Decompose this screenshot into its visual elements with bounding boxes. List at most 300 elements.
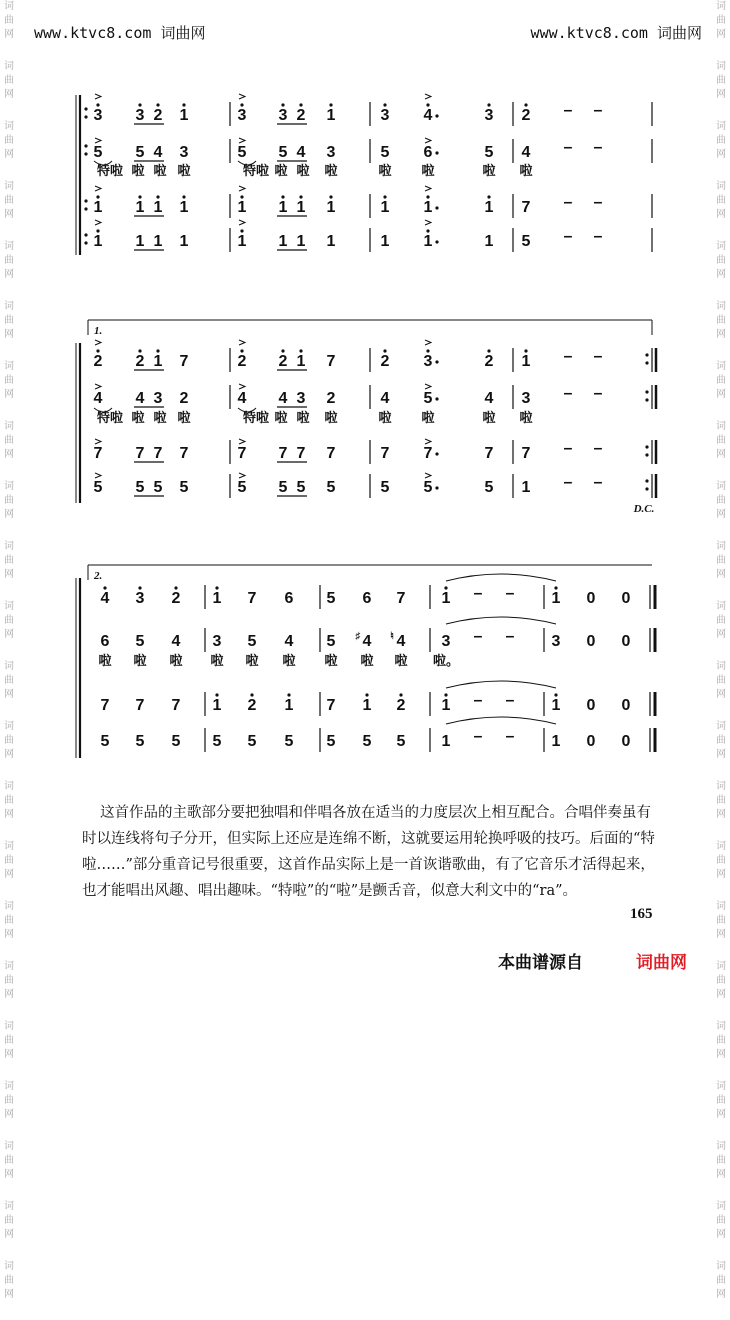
- accent-mark: [425, 439, 431, 444]
- note: 1: [296, 353, 306, 370]
- note: 4: [171, 633, 181, 650]
- note: 5: [153, 479, 163, 496]
- octave-dot: [138, 586, 141, 589]
- octave-dot: [426, 195, 429, 198]
- note: 1: [380, 199, 390, 216]
- repeat-dot: [84, 144, 87, 147]
- note: 1: [212, 590, 222, 607]
- note: 4: [153, 144, 163, 161]
- note: 5: [484, 479, 494, 496]
- octave-dot: [487, 349, 490, 352]
- note: 7: [521, 199, 531, 216]
- tie-arc: [446, 617, 556, 624]
- note: 1: [551, 733, 561, 750]
- accent-mark: [425, 94, 431, 99]
- note: 7: [135, 445, 145, 462]
- octave-dot: [138, 349, 141, 352]
- note: 1: [441, 733, 451, 750]
- sustain-dash: –: [563, 474, 573, 491]
- commentary-line: 这首作品的主歌部分要把独唱和伴唱各放在适当的力度层次上相互配合。合唱伴奏虽有: [100, 805, 651, 821]
- octave-dot: [138, 195, 141, 198]
- note: 7: [484, 445, 494, 462]
- note: 1: [237, 199, 247, 216]
- octave-dot: [365, 693, 368, 696]
- lyric: 啦: [133, 654, 147, 669]
- note: 1: [423, 233, 433, 250]
- octave-dot: [240, 229, 243, 232]
- note: 5: [326, 633, 336, 650]
- note: 3: [296, 390, 306, 407]
- accent-mark: [425, 473, 431, 478]
- note: 6: [362, 590, 372, 607]
- note: 7: [423, 445, 433, 462]
- octave-dot: [281, 103, 284, 106]
- note: 2: [153, 107, 163, 124]
- tie-arc: [446, 717, 556, 724]
- sustain-dash: –: [473, 692, 483, 709]
- repeat-dot: [645, 390, 648, 393]
- sustain-dash: –: [563, 228, 573, 245]
- note: 7: [171, 697, 181, 714]
- volta-label: 2.: [94, 570, 103, 582]
- commentary-line: 时以连线将句子分开，但实际上还应是连绵不断，这就要运用轮换呼吸的技巧。后面的“特: [82, 831, 655, 847]
- note: 5: [237, 479, 247, 496]
- augmentation-dot: [435, 151, 438, 154]
- lyric: 啦。: [432, 654, 460, 669]
- note: 3: [551, 633, 561, 650]
- sustain-dash: –: [505, 628, 515, 645]
- repeat-dot: [645, 453, 648, 456]
- note: 5: [135, 144, 145, 161]
- octave-dot: [554, 693, 557, 696]
- note: 1: [296, 233, 306, 250]
- note: 5: [179, 479, 189, 496]
- lyric: 啦: [519, 411, 533, 426]
- lyric: 啦: [324, 654, 338, 669]
- header-left-brand: 词曲网: [160, 24, 206, 42]
- note: 1: [423, 199, 433, 216]
- sustain-dash: –: [563, 139, 573, 156]
- accent-mark: [95, 94, 101, 99]
- octave-dot: [138, 103, 141, 106]
- note: 5: [247, 633, 257, 650]
- note: 7: [521, 445, 531, 462]
- lyric: 啦: [360, 654, 374, 669]
- note: 5: [171, 733, 181, 750]
- commentary-line: 啦……”部分重音记号很重要，这首作品实际上是一首诙谐歌曲，有了它音乐才活得起来，: [82, 857, 655, 873]
- octave-dot: [426, 229, 429, 232]
- accidental-mark: ♯: [355, 631, 361, 642]
- note: 1: [284, 697, 294, 714]
- lyric: 啦: [394, 654, 408, 669]
- repeat-dot: [645, 398, 648, 401]
- note: 1: [441, 590, 451, 607]
- accent-mark: [95, 384, 101, 389]
- note: 2: [237, 353, 247, 370]
- accent-mark: [425, 384, 431, 389]
- octave-dot: [554, 586, 557, 589]
- note: 0: [586, 697, 596, 714]
- accent-mark: [95, 138, 101, 143]
- lyric: 特啦: [242, 411, 270, 426]
- octave-dot: [524, 103, 527, 106]
- note: 0: [621, 733, 631, 750]
- note: 0: [586, 733, 596, 750]
- repeat-dot: [84, 207, 87, 210]
- repeat-dot: [645, 487, 648, 490]
- octave-dot: [329, 103, 332, 106]
- note: 4: [93, 390, 103, 407]
- note: 4: [296, 144, 306, 161]
- note: 1: [212, 697, 222, 714]
- lyric: 特啦: [96, 164, 124, 179]
- volta-label: 1.: [94, 325, 103, 337]
- note: 1: [135, 199, 145, 216]
- note: 1: [484, 199, 494, 216]
- sustain-dash: –: [473, 628, 483, 645]
- note: 2: [326, 390, 336, 407]
- accent-mark: [425, 186, 431, 191]
- commentary-paragraph: [82, 800, 660, 904]
- lyric: 啦: [169, 654, 183, 669]
- accent-mark: [95, 220, 101, 225]
- accent-mark: [239, 384, 245, 389]
- lyric: 啦: [210, 654, 224, 669]
- note: 1: [179, 199, 189, 216]
- note: 1: [484, 233, 494, 250]
- lyric: 啦: [324, 411, 338, 426]
- note: 1: [153, 353, 163, 370]
- octave-dot: [215, 586, 218, 589]
- octave-dot: [383, 103, 386, 106]
- note: 7: [237, 445, 247, 462]
- accent-mark: [425, 340, 431, 345]
- sustain-dash: –: [593, 474, 603, 491]
- augmentation-dot: [435, 360, 438, 363]
- lyric: 啦: [131, 164, 145, 179]
- octave-dot: [182, 195, 185, 198]
- note: 7: [380, 445, 390, 462]
- header-right-brand: 词曲网: [656, 24, 702, 42]
- octave-dot: [96, 229, 99, 232]
- note: 4: [237, 390, 247, 407]
- accent-mark: [239, 186, 245, 191]
- header-right-url-text: www.ktvc8.com: [530, 24, 648, 42]
- sustain-dash: –: [505, 692, 515, 709]
- octave-dot: [426, 349, 429, 352]
- note: 5: [296, 479, 306, 496]
- accent-mark: [95, 186, 101, 191]
- lyric: 啦: [131, 411, 145, 426]
- accent-mark: [239, 94, 245, 99]
- note: 2: [93, 353, 103, 370]
- repeat-dot: [84, 241, 87, 244]
- note: 3: [135, 590, 145, 607]
- sustain-dash: –: [563, 102, 573, 119]
- note: 3: [93, 107, 103, 124]
- sustain-dash: –: [563, 348, 573, 365]
- octave-dot: [287, 693, 290, 696]
- note: 5: [135, 479, 145, 496]
- lyric: 啦: [245, 654, 259, 669]
- note: 5: [484, 144, 494, 161]
- note: 0: [586, 590, 596, 607]
- octave-dot: [383, 349, 386, 352]
- header-left-url-text: www.ktvc8.com: [34, 24, 152, 42]
- note: 5: [326, 590, 336, 607]
- note: 1: [135, 233, 145, 250]
- note: 5: [284, 733, 294, 750]
- note: 3: [278, 107, 288, 124]
- accent-mark: [239, 439, 245, 444]
- note: 6: [284, 590, 294, 607]
- note: 7: [296, 445, 306, 462]
- repeat-dot: [645, 361, 648, 364]
- note: 0: [621, 633, 631, 650]
- note: 5: [278, 144, 288, 161]
- note: 4: [135, 390, 145, 407]
- dc-marking: D.C.: [633, 503, 655, 515]
- note: 2: [171, 590, 181, 607]
- lyric: 啦: [98, 654, 112, 669]
- lyric: 啦: [421, 164, 435, 179]
- sustain-dash: –: [593, 440, 603, 457]
- octave-dot: [329, 195, 332, 198]
- augmentation-dot: [435, 486, 438, 489]
- note: 4: [278, 390, 288, 407]
- note: 5: [135, 733, 145, 750]
- lyric: 特啦: [242, 164, 270, 179]
- note: 3: [521, 390, 531, 407]
- note: 5: [278, 479, 288, 496]
- octave-dot: [250, 693, 253, 696]
- octave-dot: [174, 586, 177, 589]
- sustain-dash: –: [593, 102, 603, 119]
- note: 7: [135, 697, 145, 714]
- accent-mark: [239, 473, 245, 478]
- repeat-dot: [645, 479, 648, 482]
- note: 1: [237, 233, 247, 250]
- footer-brand[interactable]: 词曲网: [636, 953, 687, 973]
- octave-dot: [281, 195, 284, 198]
- repeat-dot: [84, 199, 87, 202]
- repeat-dot: [645, 445, 648, 448]
- augmentation-dot: [435, 240, 438, 243]
- lyric: 啦: [421, 411, 435, 426]
- note: 1: [551, 590, 561, 607]
- note: 1: [326, 199, 336, 216]
- note: 5: [326, 733, 336, 750]
- sustain-dash: –: [563, 385, 573, 402]
- lyric: 啦: [482, 411, 496, 426]
- accent-mark: [239, 138, 245, 143]
- sustain-dash: –: [593, 194, 603, 211]
- octave-dot: [240, 349, 243, 352]
- watermark-left: 词 曲 网 词 曲 网 词 曲 网 词 曲 网 词 曲 网 词 曲 网 词 曲 网 词 曲 网 词 曲 网 词 曲 网 词 曲 网 词 曲 网 词 曲 网 词 曲 网 词 曲 网 词 曲 网 词 曲 网 词 曲 网 词 曲 网 词 曲 网 词 曲 网 词 曲 网: [4, 1, 14, 1300]
- note: 6: [100, 633, 110, 650]
- note: 2: [135, 353, 145, 370]
- note: 2: [247, 697, 257, 714]
- lyric: 啦: [378, 411, 392, 426]
- lyric: 啦: [177, 164, 191, 179]
- note: 3: [423, 353, 433, 370]
- accent-mark: [425, 220, 431, 225]
- note: 5: [362, 733, 372, 750]
- octave-dot: [524, 349, 527, 352]
- note: 5: [380, 479, 390, 496]
- note: 1: [326, 233, 336, 250]
- note: 5: [396, 733, 406, 750]
- note: 1: [380, 233, 390, 250]
- note: 5: [380, 144, 390, 161]
- accent-mark: [239, 220, 245, 225]
- note: 1: [179, 233, 189, 250]
- tie-arc: [446, 574, 556, 581]
- repeat-dot: [84, 152, 87, 155]
- octave-dot: [299, 195, 302, 198]
- note: 5: [423, 479, 433, 496]
- repeat-dot: [645, 353, 648, 356]
- lyric: 啦: [296, 164, 310, 179]
- note: 5: [247, 733, 257, 750]
- octave-dot: [383, 195, 386, 198]
- augmentation-dot: [435, 397, 438, 400]
- accidental-mark: ♮: [390, 631, 394, 642]
- lyric: 啦: [296, 411, 310, 426]
- note: 1: [521, 353, 531, 370]
- note: 5: [135, 633, 145, 650]
- note: 5: [237, 144, 247, 161]
- watermark-right: 词 曲 网 词 曲 网 词 曲 网 词 曲 网 词 曲 网 词 曲 网 词 曲 网 词 曲 网 词 曲 网 词 曲 网 词 曲 网 词 曲 网 词 曲 网 词 曲 网 词 曲 网 词 曲 网 词 曲 网 词 曲 网 词 曲 网 词 曲 网 词 曲 网 词 曲 网: [716, 1, 726, 1300]
- note: 7: [153, 445, 163, 462]
- sustain-dash: –: [505, 728, 515, 745]
- lyric: 啦: [153, 411, 167, 426]
- note: 3: [135, 107, 145, 124]
- sustain-dash: –: [473, 585, 483, 602]
- sustain-dash: –: [473, 728, 483, 745]
- commentary-line: 也才能唱出风趣、唱出趣味。“特啦”的“啦”是颤舌音，似意大利文中的“ra”。: [82, 883, 578, 899]
- octave-dot: [156, 103, 159, 106]
- augmentation-dot: [435, 452, 438, 455]
- accent-mark: [95, 340, 101, 345]
- note: 5: [212, 733, 222, 750]
- octave-dot: [156, 195, 159, 198]
- note: 3: [326, 144, 336, 161]
- note: 5: [521, 233, 531, 250]
- note: 7: [247, 590, 257, 607]
- lyric: 啦: [282, 654, 296, 669]
- note: 4: [423, 107, 433, 124]
- note: 1: [153, 199, 163, 216]
- note: 3: [441, 633, 451, 650]
- lyric: 特啦: [96, 411, 124, 426]
- octave-dot: [240, 103, 243, 106]
- octave-dot: [96, 349, 99, 352]
- note: 7: [278, 445, 288, 462]
- lyric: 啦: [153, 164, 167, 179]
- augmentation-dot: [435, 114, 438, 117]
- note: 3: [212, 633, 222, 650]
- note: 5: [93, 479, 103, 496]
- page-number: 165: [630, 906, 653, 922]
- repeat-dot: [84, 233, 87, 236]
- octave-dot: [399, 693, 402, 696]
- lyric: 啦: [274, 411, 288, 426]
- tie-arc: [446, 681, 556, 688]
- note: 1: [551, 697, 561, 714]
- note: 4: [484, 390, 494, 407]
- note: 7: [100, 697, 110, 714]
- note: 7: [93, 445, 103, 462]
- octave-dot: [96, 103, 99, 106]
- note: 4: [362, 633, 372, 650]
- accent-mark: [95, 439, 101, 444]
- note: 2: [396, 697, 406, 714]
- note: 4: [100, 590, 110, 607]
- lyric: 啦: [274, 164, 288, 179]
- note: 3: [153, 390, 163, 407]
- note: 7: [396, 590, 406, 607]
- octave-dot: [487, 103, 490, 106]
- sustain-dash: –: [563, 194, 573, 211]
- note: 2: [521, 107, 531, 124]
- sustain-dash: –: [593, 348, 603, 365]
- lyric: 啦: [519, 164, 533, 179]
- octave-dot: [487, 195, 490, 198]
- sustain-dash: –: [505, 585, 515, 602]
- lyric: 啦: [378, 164, 392, 179]
- note: 1: [296, 199, 306, 216]
- augmentation-dot: [435, 206, 438, 209]
- accent-mark: [239, 340, 245, 345]
- note: 4: [521, 144, 531, 161]
- note: 1: [326, 107, 336, 124]
- note: 6: [423, 144, 433, 161]
- note: 1: [153, 233, 163, 250]
- accent-mark: [95, 473, 101, 478]
- octave-dot: [299, 103, 302, 106]
- note: 5: [100, 733, 110, 750]
- note: 1: [93, 199, 103, 216]
- note: 3: [484, 107, 494, 124]
- note: 2: [179, 390, 189, 407]
- note: 2: [296, 107, 306, 124]
- note: 7: [326, 697, 336, 714]
- note: 7: [326, 445, 336, 462]
- octave-dot: [444, 586, 447, 589]
- octave-dot: [96, 195, 99, 198]
- sustain-dash: –: [563, 440, 573, 457]
- octave-dot: [240, 195, 243, 198]
- note: 2: [484, 353, 494, 370]
- octave-dot: [426, 103, 429, 106]
- note: 1: [521, 479, 531, 496]
- octave-dot: [444, 693, 447, 696]
- note: 3: [237, 107, 247, 124]
- footer-source-label: 本曲谱源自: [498, 953, 583, 973]
- repeat-dot: [84, 107, 87, 110]
- octave-dot: [299, 349, 302, 352]
- octave-dot: [156, 349, 159, 352]
- lyric: 啦: [177, 411, 191, 426]
- note: 4: [284, 633, 294, 650]
- note: 5: [326, 479, 336, 496]
- note: 5: [93, 144, 103, 161]
- note: 2: [380, 353, 390, 370]
- note: 4: [396, 633, 406, 650]
- note: 0: [621, 590, 631, 607]
- note: 1: [278, 199, 288, 216]
